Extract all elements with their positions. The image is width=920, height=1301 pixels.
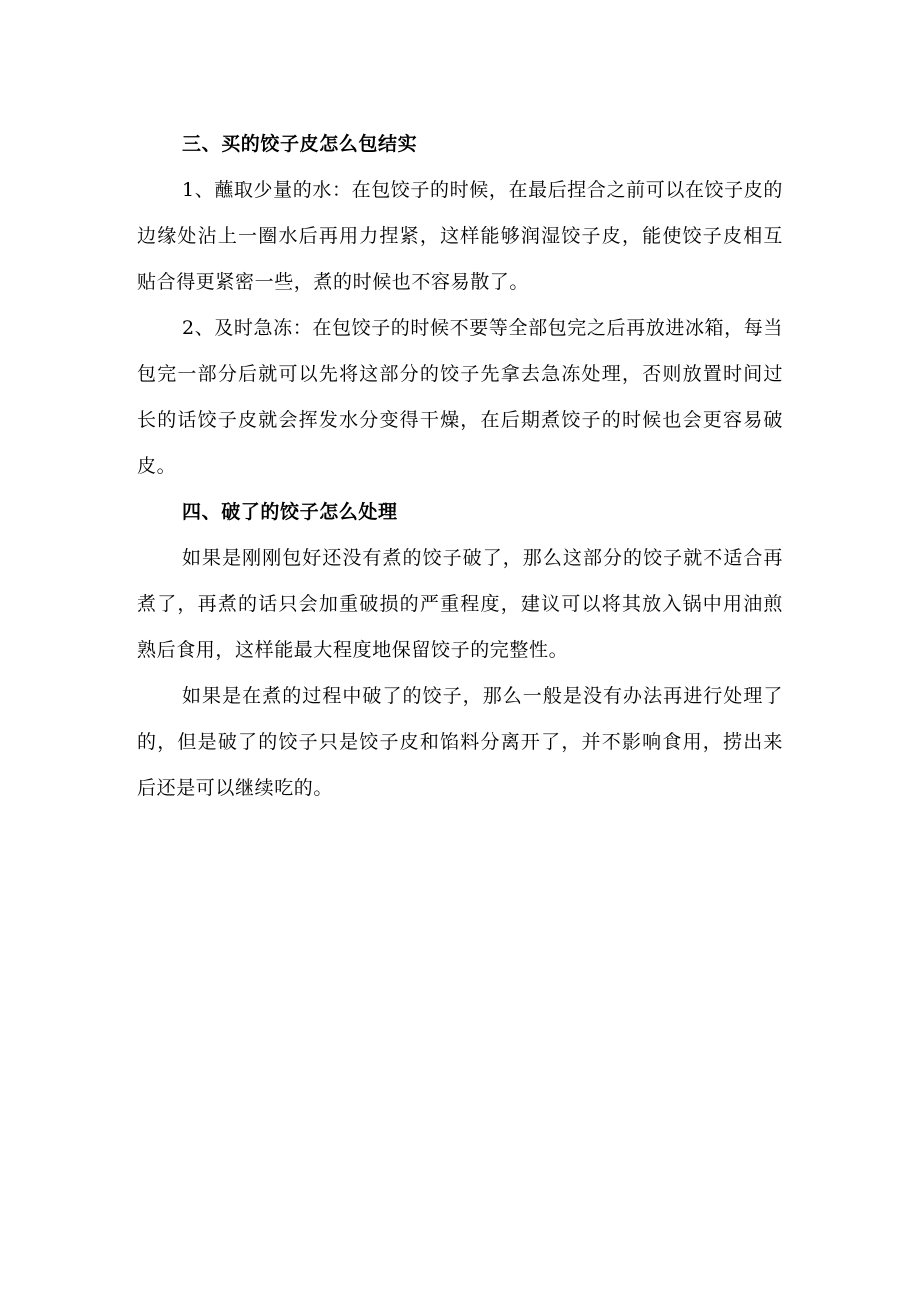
section-3 — [137, 121, 783, 489]
document-page — [137, 121, 783, 811]
section-4-paragraph-2: 如果是在煮的过程中破了的饺子，那么一般是没有办法再进行处理了的，但是破了的饺子只是饺子皮和馅料分离开了，并不影响食用，捞出来后还是可以继续吃的。 — [137, 685, 783, 799]
section-4-heading: 四、破了的饺子怎么处理 — [182, 501, 398, 523]
section-3-paragraph-1: 1、蘸取少量的水：在包饺子的时候，在最后捏合之前可以在饺子皮的边缘处沾上一圈水后再用力捏紧，这样能够润湿饺子皮，能使饺子皮相互贴合得更紧密一些，煮的时候也不容易散了。 — [137, 179, 783, 293]
section-3-heading: 三、买的饺子皮怎么包结实 — [182, 133, 418, 155]
section-3-paragraph-2: 2、及时急冻：在包饺子的时候不要等全部包完之后再放进冰箱，每当包完一部分后就可以先将这部分的饺子先拿去急冻处理，否则放置时间过长的话饺子皮就会挥发水分变得干燥，在后期煮饺子的时候也会更容易破皮。 — [137, 317, 783, 477]
section-4 — [137, 489, 783, 811]
section-4-paragraph-1: 如果是刚刚包好还没有煮的饺子破了，那么这部分的饺子就不适合再煮了，再煮的话只会加重破损的严重程度，建议可以将其放入锅中用油煎熟后食用，这样能最大程度地保留饺子的完整性。 — [137, 547, 783, 661]
